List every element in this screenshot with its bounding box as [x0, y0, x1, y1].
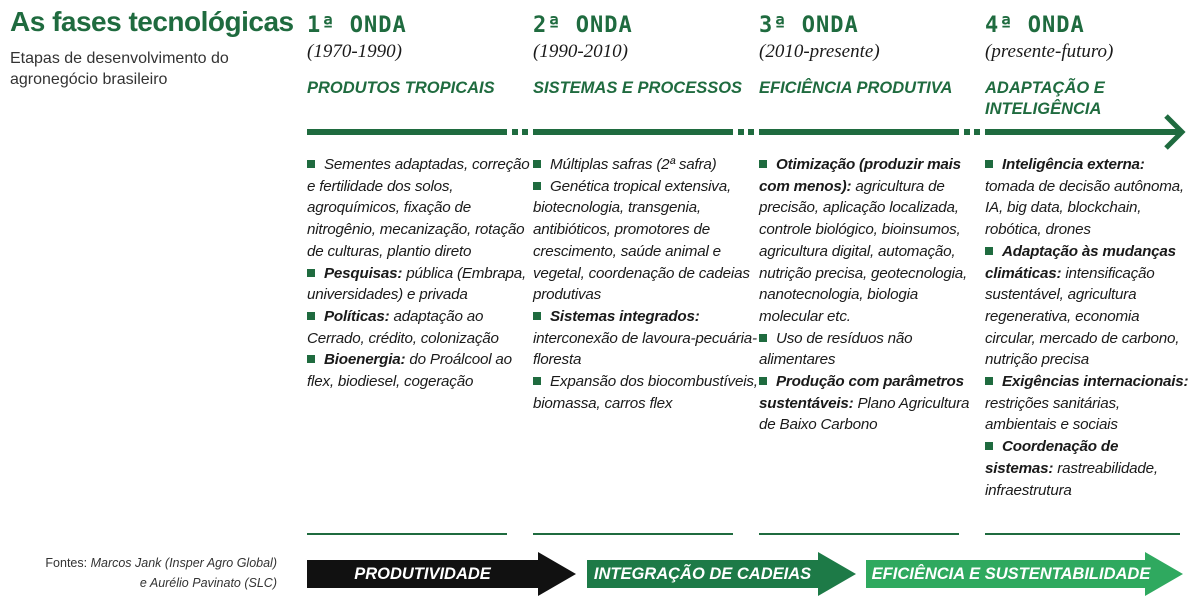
wave-1-title: 1ª ONDA: [307, 13, 407, 38]
wave-3-label: EFICIÊNCIA PRODUTIVA: [759, 79, 953, 97]
item-heading: Adaptação às mudanças climáticas:: [985, 242, 1176, 282]
item-heading: Otimização (produzir mais com menos):: [759, 156, 961, 195]
item-text: Múltiplas safras (2ª safra): [550, 156, 717, 173]
wave-3-period: (2010-presente): [759, 41, 880, 62]
item-text: restrições sanitárias, ambientais e sociais: [985, 394, 1120, 434]
page-subtitle: Etapas de desenvolvimento do agronegócio brasileiro: [10, 50, 229, 88]
chain-integration-label: INTEGRAÇÃO DE CADEIAS: [593, 565, 812, 583]
item-heading: Sistemas integrados:: [550, 307, 700, 325]
item-heading: Inteligência externa:: [1002, 156, 1145, 173]
item-text: agricultura de precisão, aplicação localizada, controle biológico, bioinsumos, agricultura digital, automação, nutrição precisa, geotecnologia, nanotecnologia, biologia molecular etc.: [759, 177, 968, 325]
wave-2-period: (1990-2010): [533, 41, 628, 62]
item-heading: Produção com parâmetros sustentáveis:: [759, 373, 964, 412]
wave-1-label: PRODUTOS TROPICAIS: [307, 79, 495, 97]
wave-2-title: 2ª ONDA: [533, 13, 633, 38]
item-text: tomada de decisão autônoma, IA, big data, blockchain, robótica, drones: [985, 177, 1184, 239]
item-text: adaptação ao Cerrado, crédito, colonização: [307, 307, 499, 347]
wave-2-label: SISTEMAS E PROCESSOS: [533, 79, 743, 97]
sources-line-1: Marcos Jank (Insper Agro Global): [90, 556, 277, 570]
wave-4-title: 4ª ONDA: [985, 13, 1085, 38]
item-text: Genética tropical extensiva, biotecnologia, transgenia, antibióticos, promotores de crescimento, saúde animal e vegetal, coordenação de cadeias produtivas: [533, 177, 750, 304]
item-text: Uso de resíduos não alimentares: [759, 329, 913, 369]
item-text: interconexão de lavoura-pecuária-floresta: [533, 329, 757, 369]
efficiency-sustainability-label: EFICIÊNCIA E SUSTENTABILIDADE: [871, 565, 1151, 583]
wave-4-period: (presente-futuro): [985, 41, 1114, 62]
wave-3-title: 3ª ONDA: [759, 13, 859, 38]
item-text: Expansão dos biocombustíveis, biomassa, carros flex: [533, 373, 758, 412]
sources-line-2: e Aurélio Pavinato (SLC): [139, 576, 277, 590]
item-heading: Coordenação de sistemas:: [985, 438, 1119, 477]
item-text: intensificação sustentável, agricultura regenerativa, economia circular, mercado de carbono, nutrição precisa: [985, 264, 1180, 369]
wave-4-label: ADAPTAÇÃO E INTELIGÊNCIA: [985, 79, 1105, 118]
item-text: rastreabilidade, infraestrutura: [985, 459, 1158, 499]
item-heading: Bioenergia:: [324, 351, 406, 369]
sources-prefix: Fontes:: [45, 556, 88, 570]
item-text: Sementes adaptadas, correção e fertilidade dos solos, agroquímicos, fixação de nitrogênio, mecanização, rotação de culturas, plantio direto: [307, 156, 530, 260]
item-text: do Proálcool ao flex, biodiesel, cogeração: [307, 351, 512, 391]
item-heading: Pesquisas:: [324, 264, 403, 282]
item-text: Plano Agricultura de Baixo Carbono: [759, 394, 970, 434]
page-title: As fases tecnológicas: [10, 6, 294, 37]
wave-1-period: (1970-1990): [307, 41, 402, 62]
item-heading: Políticas:: [324, 307, 390, 325]
item-heading: Exigências internacionais:: [1002, 373, 1189, 391]
item-text: pública (Embrapa, universidades) e privada: [307, 264, 527, 304]
productivity-label: PRODUTIVIDADE: [354, 565, 491, 583]
